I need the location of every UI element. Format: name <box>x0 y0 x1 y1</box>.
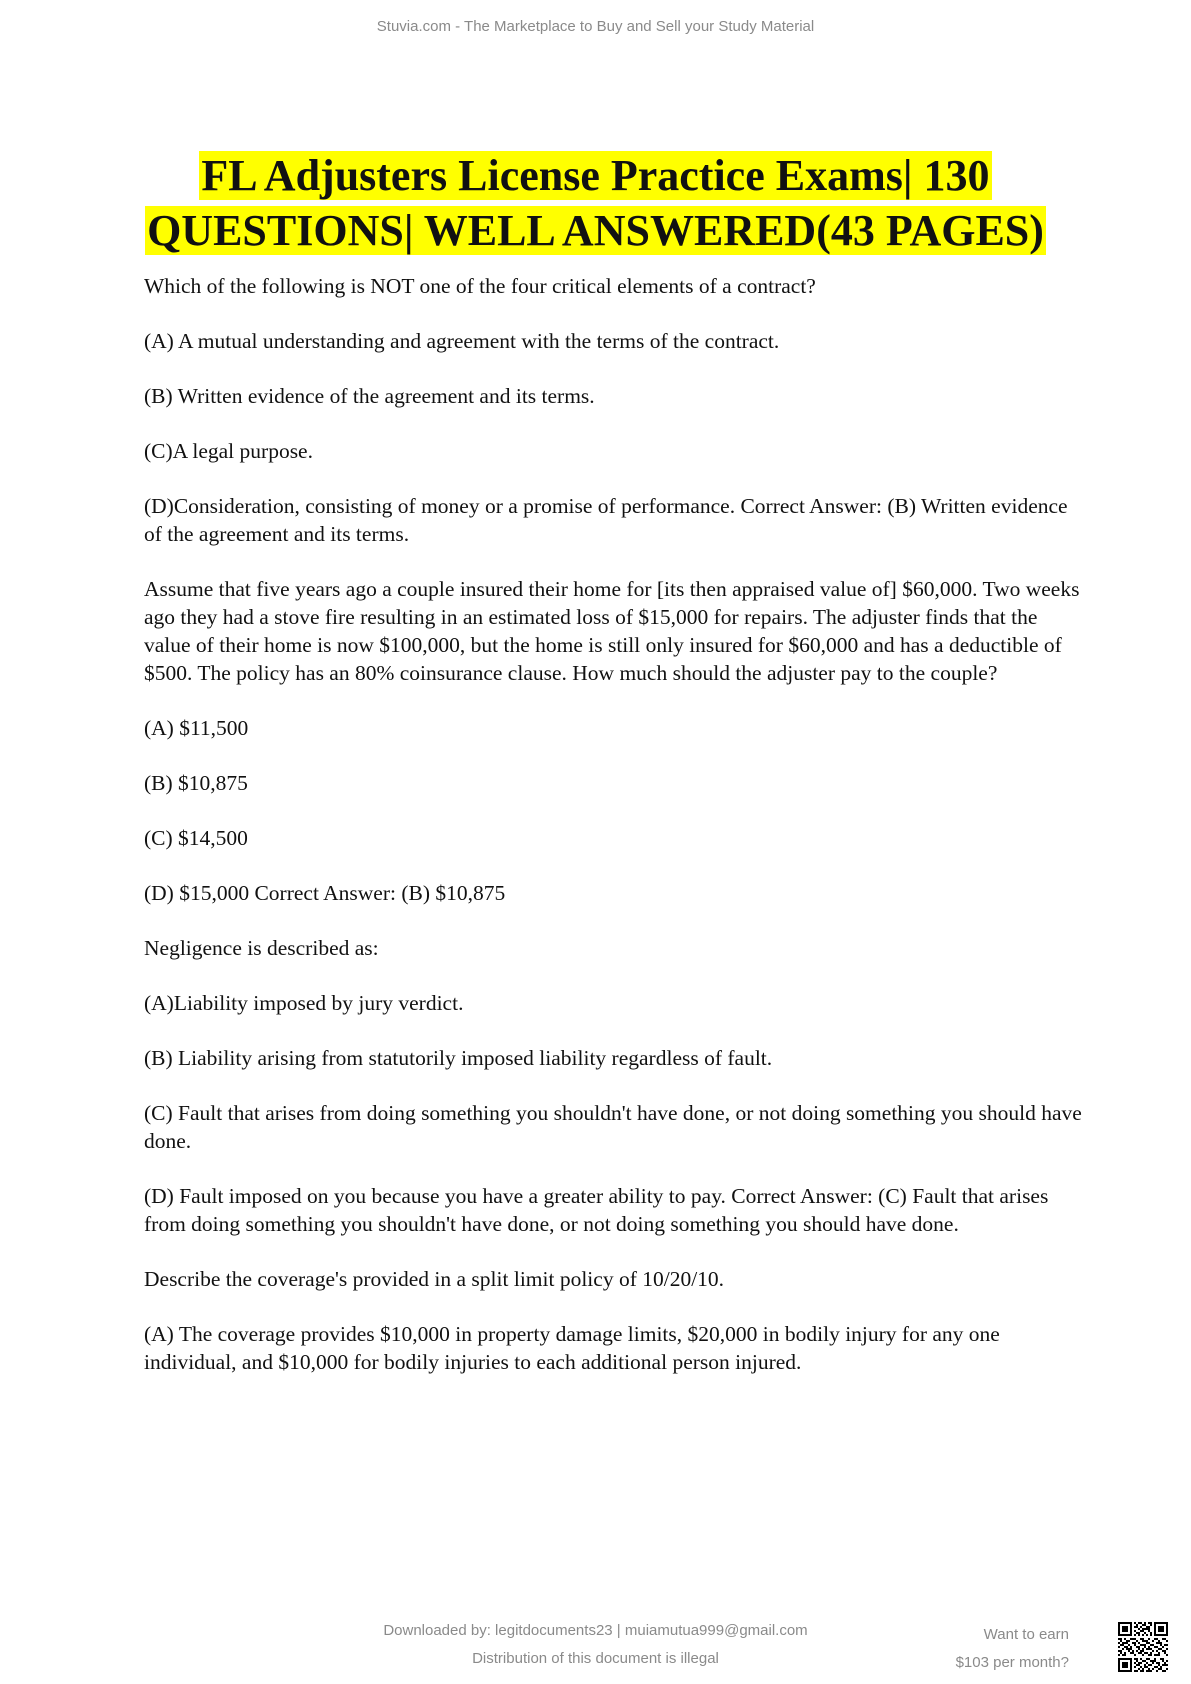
qr-code-icon[interactable] <box>1118 1622 1168 1672</box>
question-2: Assume that five years ago a couple insured their home for [its then appraised value of] $60,000. Two weeks ago they had a stove fire resulting in an estimated loss of $15,000 for repairs. The adjuster finds that the value of their home is now $100,000, but the home is still only insured for $60,000 and has a deductible of $500. The policy has an 80% coinsurance clause. How much should the adjuster pay to the couple? <box>144 577 1080 685</box>
option-1a: (A) A mutual understanding and agreement with the terms of the contract. <box>144 329 780 353</box>
option-3d-answer: (D) Fault imposed on you because you have a greater ability to pay. Correct Answer: (C) Fault that arises from doing something you shouldn't have done, or not doing something you should have done. <box>144 1184 1049 1236</box>
option-3a: (A)Liability imposed by jury verdict. <box>144 991 464 1015</box>
question-4: Describe the coverage's provided in a split limit policy of 10/20/10. <box>144 1267 725 1291</box>
option-2d-answer: (D) $15,000 Correct Answer: (B) $10,875 <box>144 881 506 905</box>
option-2c: (C) $14,500 <box>144 826 248 850</box>
question-1: Which of the following is NOT one of the four critical elements of a contract? <box>144 274 816 298</box>
option-2b: (B) $10,875 <box>144 771 248 795</box>
title-line-2: QUESTIONS| WELL ANSWERED(43 PAGES) <box>147 206 1044 255</box>
option-3b: (B) Liability arising from statutorily imposed liability regardless of fault. <box>144 1046 773 1070</box>
option-3c: (C) Fault that arises from doing something you shouldn't have done, or not doing something you should have done. <box>144 1101 1082 1153</box>
option-1c: (C)A legal purpose. <box>144 439 313 463</box>
option-1d-answer: (D)Consideration, consisting of money or a promise of performance. Correct Answer: (B) Written evidence of the agreement and its terms. <box>144 494 1068 546</box>
downloaded-by-text: Downloaded by: legitdocuments23 | muiamutua999@gmail.com <box>383 1622 808 1639</box>
promo-line-2: $103 per month? <box>955 1654 1069 1671</box>
promo-line-1: Want to earn <box>983 1626 1069 1643</box>
question-3: Negligence is described as: <box>144 936 379 960</box>
title-line-1: FL Adjusters License Practice Exams| 130 <box>201 151 990 200</box>
distribution-notice: Distribution of this document is illegal <box>472 1650 719 1667</box>
option-1b: (B) Written evidence of the agreement and its terms. <box>144 384 595 408</box>
earn-promo-link[interactable] <box>919 1621 1069 1677</box>
site-banner: Stuvia.com - The Marketplace to Buy and Sell your Study Material <box>376 18 815 35</box>
option-2a: (A) $11,500 <box>144 716 249 740</box>
option-4a: (A) The coverage provides $10,000 in property damage limits, $20,000 in bodily injury for any one individual, and $10,000 for bodily injuries to each additional person injured. <box>144 1322 1000 1374</box>
document-body <box>144 272 1084 1403</box>
document-title <box>60 148 1131 258</box>
